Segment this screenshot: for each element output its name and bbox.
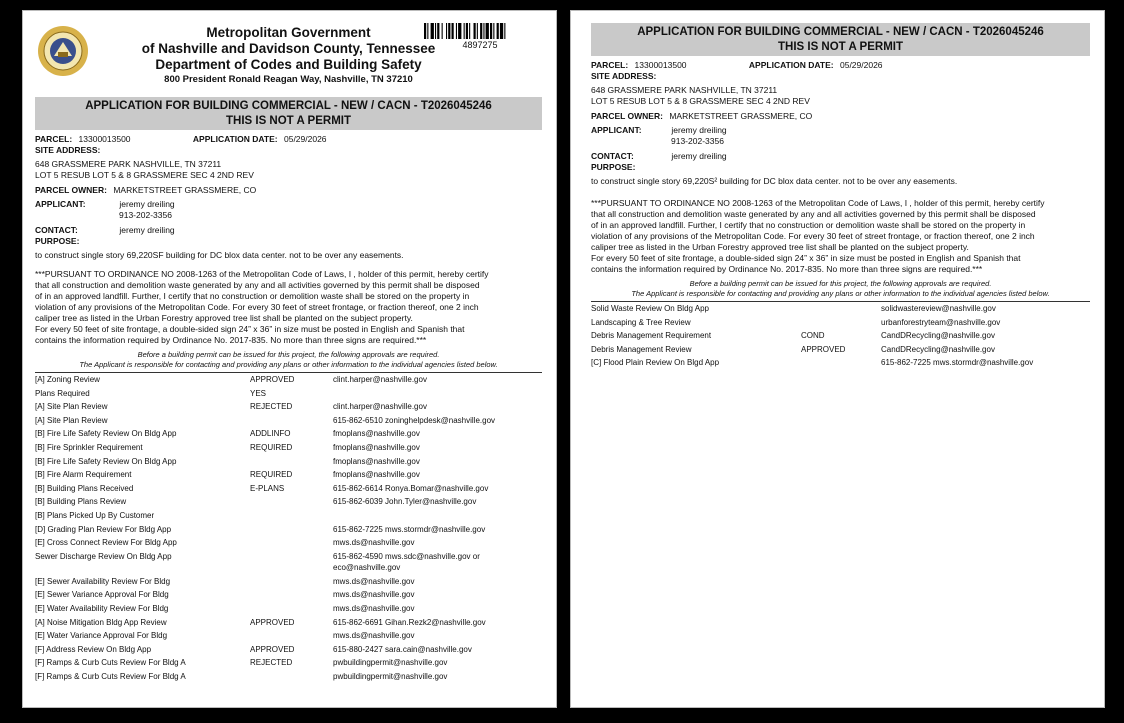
- barcode-bar: [442, 23, 443, 39]
- contact-label: CONTACT:: [35, 225, 78, 235]
- not-a-permit-notice: THIS IS NOT A PERMIT: [777, 41, 903, 53]
- barcode-bar: [493, 23, 494, 39]
- approval-contact-line: mws.ds@nashville.gov: [333, 603, 415, 613]
- approval-status: ADDLINFO: [250, 429, 291, 439]
- application-title: APPLICATION FOR BUILDING COMMERCIAL - NEW / CACN - T2026045246: [637, 26, 1044, 38]
- parcel-row: [591, 60, 1090, 71]
- barcode-number: 4897275: [462, 40, 498, 50]
- approval-name: [E] Sewer Availability Review For Bldg: [35, 576, 171, 586]
- approval-row: [35, 468, 542, 482]
- applicant-row: [35, 199, 542, 210]
- approval-status: COND: [801, 331, 825, 341]
- approval-status: REQUIRED: [250, 442, 293, 452]
- approval-contact: [333, 495, 476, 509]
- approval-row: [35, 400, 542, 414]
- approval-status: REJECTED: [250, 402, 293, 412]
- approval-contact-line: mws.ds@nashville.gov: [333, 576, 415, 586]
- approval-contact: [333, 400, 427, 414]
- approval-name: Debris Management Review: [591, 344, 692, 354]
- applicant-name: jeremy dreiling: [671, 125, 727, 135]
- site-address-line2: LOT 5 RESUB LOT 5 & 8 GRASSMERE SEC 4 2ND REV: [35, 170, 254, 180]
- barcode: [424, 23, 536, 50]
- purpose-text: to construct single story 69,220SF building for DC blox data center. not to be over any easements.: [35, 250, 404, 260]
- site-address-line1: 648 GRASSMERE PARK NASHVILLE, TN 37211: [591, 85, 778, 95]
- approval-contact: [333, 373, 427, 387]
- letterhead: [35, 21, 542, 97]
- approval-contact-line: 615-862-4590 mws.sdc@nashville.gov or: [333, 551, 480, 561]
- application-date-value: 05/29/2026: [839, 60, 883, 70]
- approvals-note: [591, 279, 1090, 299]
- approval-contact-line: mws.ds@nashville.gov: [333, 590, 415, 600]
- approval-row: [35, 629, 542, 643]
- approval-contact: [881, 302, 996, 316]
- approval-contact-line: eco@nashville.gov: [333, 562, 401, 572]
- ordinance-line: For every 50 feet of site frontage, a double-sided sign 24” x 36” in size must be posted in English and Spanish that: [591, 253, 1021, 263]
- approval-name: [B] Fire Sprinkler Requirement: [35, 442, 143, 452]
- contact-value: jeremy dreiling: [671, 151, 727, 161]
- approval-contact: [881, 329, 995, 343]
- barcode-bar: [466, 23, 468, 39]
- barcode-bar: [477, 23, 478, 39]
- parcel-value: 13300013500: [634, 60, 687, 70]
- approval-row: [35, 536, 542, 550]
- approval-contact: [333, 629, 414, 643]
- applicant-row: [591, 125, 1090, 136]
- approval-name: [B] Plans Picked Up By Customer: [35, 510, 155, 520]
- barcode-bar: [469, 23, 470, 39]
- approval-name: [B] Building Plans Received: [35, 483, 134, 493]
- approval-name: [E] Water Variance Approval For Bldg: [35, 631, 168, 641]
- gov-name: Metropolitan Government: [206, 25, 371, 40]
- approval-contact: [333, 427, 420, 441]
- parcel-value: 13300013500: [78, 134, 131, 144]
- approval-contact-line: pwbuildingpermit@nashville.gov: [333, 671, 448, 681]
- contact-row: [35, 225, 542, 236]
- approval-status: APPROVED: [801, 344, 846, 354]
- ordinance-line: that all construction and demolition waste generated by any and all activities governed by this permit shall be disposed: [591, 209, 1036, 219]
- approval-name: Landscaping & Tree Review: [591, 317, 691, 327]
- ordinance-line: contains the information required by Ordinance No. 2017-835. No more than three signs are required.***: [35, 335, 427, 345]
- approval-contact: [333, 551, 480, 573]
- ordinance-line: of in an approved landfill. Further, I certify that no construction or demolition waste shall be stored on the property in: [35, 291, 470, 301]
- approval-contact-line: 615-862-7225 mws.stormdr@nashville.gov: [881, 358, 1034, 368]
- ordinance-line: For every 50 feet of site frontage, a double-sided sign 24” x 36” in size must be posted in English and Spanish that: [35, 324, 465, 334]
- approval-status: E-PLANS: [250, 483, 285, 493]
- ordinance-paragraph: [591, 198, 1090, 275]
- document-page-1: [22, 10, 557, 708]
- ordinance-line: caliper tree as listed in the Urban Forestry approved tree list shall be planted on the subject property.: [591, 242, 969, 252]
- approval-row: [35, 373, 542, 387]
- approval-name: [A] Noise Mitigation Bldg App Review: [35, 617, 167, 627]
- approval-name: [E] Sewer Variance Approval For Bldg: [35, 590, 169, 600]
- approval-row: [591, 343, 1090, 357]
- site-address-line1: 648 GRASSMERE PARK NASHVILLE, TN 37211: [35, 159, 222, 169]
- parcel-owner-value: MARKETSTREET GRASSMERE, CO: [669, 111, 813, 121]
- application-date-label: APPLICATION DATE:: [192, 134, 278, 144]
- approval-contact: [333, 643, 472, 657]
- approval-contact: [333, 536, 414, 550]
- approval-row: [35, 616, 542, 630]
- department-address: 800 President Ronald Reagan Way, Nashville, TN 37210: [164, 74, 413, 85]
- approval-row: [35, 455, 542, 469]
- application-banner: [591, 23, 1090, 56]
- approval-name: Debris Management Requirement: [591, 331, 712, 341]
- purpose-label: PURPOSE:: [35, 236, 80, 246]
- approval-contact-line: fmoplans@nashville.gov: [333, 442, 420, 452]
- barcode-bar: [490, 23, 492, 39]
- not-a-permit-notice: THIS IS NOT A PERMIT: [225, 115, 351, 127]
- approval-row: [35, 441, 542, 455]
- site-address-label: SITE ADDRESS:: [591, 71, 657, 81]
- approval-contact-line: 615-880-2427 sara.cain@nashville.gov: [333, 644, 472, 654]
- approval-contact-line: clint.harper@nashville.gov: [333, 375, 427, 384]
- barcode-icon: [424, 23, 536, 39]
- approval-contact: [333, 482, 488, 496]
- applicant-label: APPLICANT:: [35, 199, 86, 209]
- approval-name: [E] Water Availability Review For Bldg: [35, 603, 169, 613]
- approval-status: APPROVED: [250, 644, 295, 654]
- approval-row: [35, 550, 542, 575]
- barcode-bar: [424, 23, 426, 39]
- approval-row: [591, 302, 1090, 316]
- approval-contact-line: 615-862-6510 zoninghelpdesk@nashville.gov: [333, 415, 496, 425]
- approval-name: [A] Site Plan Review: [35, 415, 108, 425]
- approval-status: REJECTED: [250, 658, 293, 668]
- barcode-bar: [452, 23, 454, 39]
- approval-contact-line: mws.ds@nashville.gov: [333, 631, 415, 641]
- barcode-bar: [480, 23, 482, 39]
- approval-row: [35, 414, 542, 428]
- approval-contact-line: clint.harper@nashville.gov: [333, 402, 427, 412]
- barcode-bar: [427, 23, 428, 39]
- approval-row: [591, 356, 1090, 370]
- contact-row: [591, 151, 1090, 162]
- barcode-bar: [464, 23, 465, 39]
- application-date-label: APPLICATION DATE:: [748, 60, 834, 70]
- barcode-bar: [483, 23, 484, 39]
- approval-contact-line: CandDRecycling@nashville.gov: [881, 344, 995, 354]
- ordinance-line: violation of any provisions of the Metropolitan Code. For every 30 feet of street frontage, or fraction thereof, one 2 inch: [35, 302, 479, 312]
- barcode-bar: [497, 23, 499, 39]
- parcel-owner-row: [591, 111, 1090, 122]
- approval-row: [35, 495, 542, 509]
- approval-status: APPROVED: [250, 617, 295, 627]
- approval-contact-line: 615-862-7225 mws.stormdr@nashville.gov: [333, 524, 486, 534]
- approval-contact-line: 615-862-6614 Ronya.Bomar@nashville.gov: [333, 483, 489, 493]
- approvals-table: [591, 302, 1090, 370]
- site-address-label: SITE ADDRESS:: [35, 145, 101, 155]
- approval-contact: [881, 356, 1033, 370]
- approval-name: [F] Ramps & Curb Cuts Review For Bldg A: [35, 671, 186, 681]
- approval-row: [35, 656, 542, 670]
- approval-name: [F] Ramps & Curb Cuts Review For Bldg A: [35, 658, 186, 668]
- approval-contact: [881, 343, 995, 357]
- approval-contact-line: solidwastereview@nashville.gov: [881, 304, 996, 313]
- approval-contact-line: pwbuildingpermit@nashville.gov: [333, 658, 448, 668]
- parcel-owner-value: MARKETSTREET GRASSMERE, CO: [113, 185, 257, 195]
- approval-contact-line: fmoplans@nashville.gov: [333, 470, 420, 480]
- application-date-value: 05/29/2026: [283, 134, 327, 144]
- approval-name: [C] Flood Plain Review On Blgd App: [591, 358, 720, 368]
- ordinance-line: ***PURSUANT TO ORDINANCE NO 2008-1263 of the Metropolitan Code of Laws, I , holder of this permit, hereby certify: [591, 198, 1045, 208]
- approvals-note-line: The Applicant is responsible for contacting and providing any plans or other information to the individual agencies listed below.: [631, 289, 1050, 298]
- ordinance-line: of in an approved landfill. Further, I certify that no construction or demolition waste shall be stored on the property in: [591, 220, 1026, 230]
- site-address-line2: LOT 5 RESUB LOT 5 & 8 GRASSMERE SEC 4 2ND REV: [591, 96, 810, 106]
- applicant-phone: [591, 136, 1090, 147]
- gov-county: of Nashville and Davidson County, Tennessee: [141, 41, 436, 56]
- applicant-label: APPLICANT:: [591, 125, 642, 135]
- barcode-bar: [431, 23, 434, 39]
- approval-name: [D] Grading Plan Review For Bldg App: [35, 524, 172, 534]
- approval-row: [35, 643, 542, 657]
- approval-name: [B] Building Plans Review: [35, 497, 127, 507]
- approval-name: [B] Fire Life Safety Review On Bldg App: [35, 429, 177, 439]
- approval-contact: [333, 468, 420, 482]
- barcode-bar: [504, 23, 505, 39]
- approval-name: Sewer Discharge Review On Bldg App: [35, 551, 172, 561]
- purpose-text: to construct single story 69,220S² building for DC blox data center. not to be over any easements.: [591, 176, 958, 186]
- approval-contact-line: 615-862-6691 Gihan.Rezk2@nashville.gov: [333, 617, 486, 627]
- barcode-bar: [486, 23, 489, 39]
- approval-contact: [333, 575, 414, 589]
- barcode-bar: [458, 23, 461, 39]
- ordinance-line: contains the information required by Ordinance No. 2017-835. No more than three signs are required.***: [591, 264, 983, 274]
- ordinance-line: ***PURSUANT TO ORDINANCE NO 2008-1263 of the Metropolitan Code of Laws, I , holder of this permit, hereby certify: [35, 269, 489, 279]
- approval-contact: [333, 602, 414, 616]
- approval-contact-line: urbanforestryteam@nashville.gov: [881, 317, 1001, 327]
- approval-row: [35, 482, 542, 496]
- approval-contact: [333, 588, 414, 602]
- application-banner: [35, 97, 542, 130]
- parcel-label: PARCEL:: [591, 60, 629, 70]
- parcel-label: PARCEL:: [35, 134, 73, 144]
- barcode-bar: [435, 23, 436, 39]
- approval-contact: [333, 441, 420, 455]
- barcode-bar: [437, 23, 439, 39]
- approval-row: [35, 670, 542, 684]
- approval-name: [F] Address Review On Bldg App: [35, 644, 152, 654]
- approval-contact-line: mws.ds@nashville.gov: [333, 538, 415, 548]
- ordinance-line: that all construction and demolition waste generated by any and all activities governed by this permit shall be disposed: [35, 280, 480, 290]
- approval-contact: [333, 616, 486, 630]
- barcode-bar: [456, 23, 457, 39]
- approval-contact: [333, 455, 420, 469]
- approval-status: APPROVED: [250, 375, 295, 384]
- approval-contact-line: 615-862-6039 John.Tyler@nashville.gov: [333, 497, 477, 507]
- approval-contact: [333, 414, 495, 428]
- barcode-bar: [474, 23, 476, 39]
- approval-name: [B] Fire Alarm Requirement: [35, 470, 132, 480]
- approval-contact: [333, 656, 447, 670]
- approval-row: [35, 588, 542, 602]
- approval-contact: [333, 670, 447, 684]
- approvals-note-line: Before a building permit can be issued for this project, the following approvals are required.: [137, 350, 440, 359]
- approval-row: [35, 602, 542, 616]
- department-name: Department of Codes and Building Safety: [155, 57, 422, 72]
- purpose-label: PURPOSE:: [591, 162, 636, 172]
- approval-status: YES: [250, 388, 267, 398]
- approval-contact-line: CandDRecycling@nashville.gov: [881, 331, 995, 341]
- approval-name: [E] Cross Connect Review For Bldg App: [35, 538, 177, 548]
- approval-name: [A] Site Plan Review: [35, 402, 108, 412]
- barcode-bar: [448, 23, 450, 39]
- approval-contact: [333, 523, 485, 537]
- approval-row: [35, 427, 542, 441]
- approvals-note: [35, 350, 542, 370]
- approval-row: [35, 523, 542, 537]
- ordinance-line: violation of any provisions of the Metropolitan Code. For every 30 feet of street frontage, or fraction thereof, one 2 inch: [591, 231, 1035, 241]
- approvals-table: [35, 373, 542, 683]
- applicant-phone-value: 913-202-3356: [119, 210, 172, 220]
- applicant-phone-value: 913-202-3356: [671, 136, 724, 146]
- barcode-bar: [446, 23, 447, 39]
- applicant-name: jeremy dreiling: [119, 199, 175, 209]
- parcel-owner-row: [35, 185, 542, 196]
- approvals-note-line: The Applicant is responsible for contacting and providing any plans or other information to the individual agencies listed below.: [79, 360, 498, 369]
- approval-row: [35, 509, 542, 523]
- approval-contact-line: fmoplans@nashville.gov: [333, 429, 420, 439]
- application-title: APPLICATION FOR BUILDING COMMERCIAL - NEW / CACN - T2026045246: [85, 100, 492, 112]
- approval-name: Solid Waste Review On Bldg App: [591, 304, 709, 313]
- contact-label: CONTACT:: [591, 151, 634, 161]
- approval-row: [35, 575, 542, 589]
- document-page-2: [570, 10, 1105, 708]
- parcel-owner-label: PARCEL OWNER:: [35, 185, 107, 195]
- approval-name: Plans Required: [35, 388, 90, 398]
- approval-name: [B] Fire Life Safety Review On Bldg App: [35, 456, 177, 466]
- approvals-note-line: Before a building permit can be issued for this project, the following approvals are required.: [689, 279, 992, 288]
- applicant-phone: [35, 210, 542, 221]
- approval-name: [A] Zoning Review: [35, 375, 100, 384]
- approval-row: [35, 387, 542, 401]
- parcel-owner-label: PARCEL OWNER:: [591, 111, 663, 121]
- ordinance-paragraph: [35, 269, 542, 346]
- approval-row: [591, 316, 1090, 330]
- parcel-row: [35, 134, 542, 145]
- approval-contact: [881, 316, 1000, 330]
- approval-contact-line: fmoplans@nashville.gov: [333, 456, 420, 466]
- approval-status: REQUIRED: [250, 470, 293, 480]
- approval-row: [591, 329, 1090, 343]
- ordinance-line: caliper tree as listed in the Urban Forestry approved tree list shall be planted on the subject property.: [35, 313, 413, 323]
- barcode-bar: [500, 23, 503, 39]
- contact-value: jeremy dreiling: [119, 225, 175, 235]
